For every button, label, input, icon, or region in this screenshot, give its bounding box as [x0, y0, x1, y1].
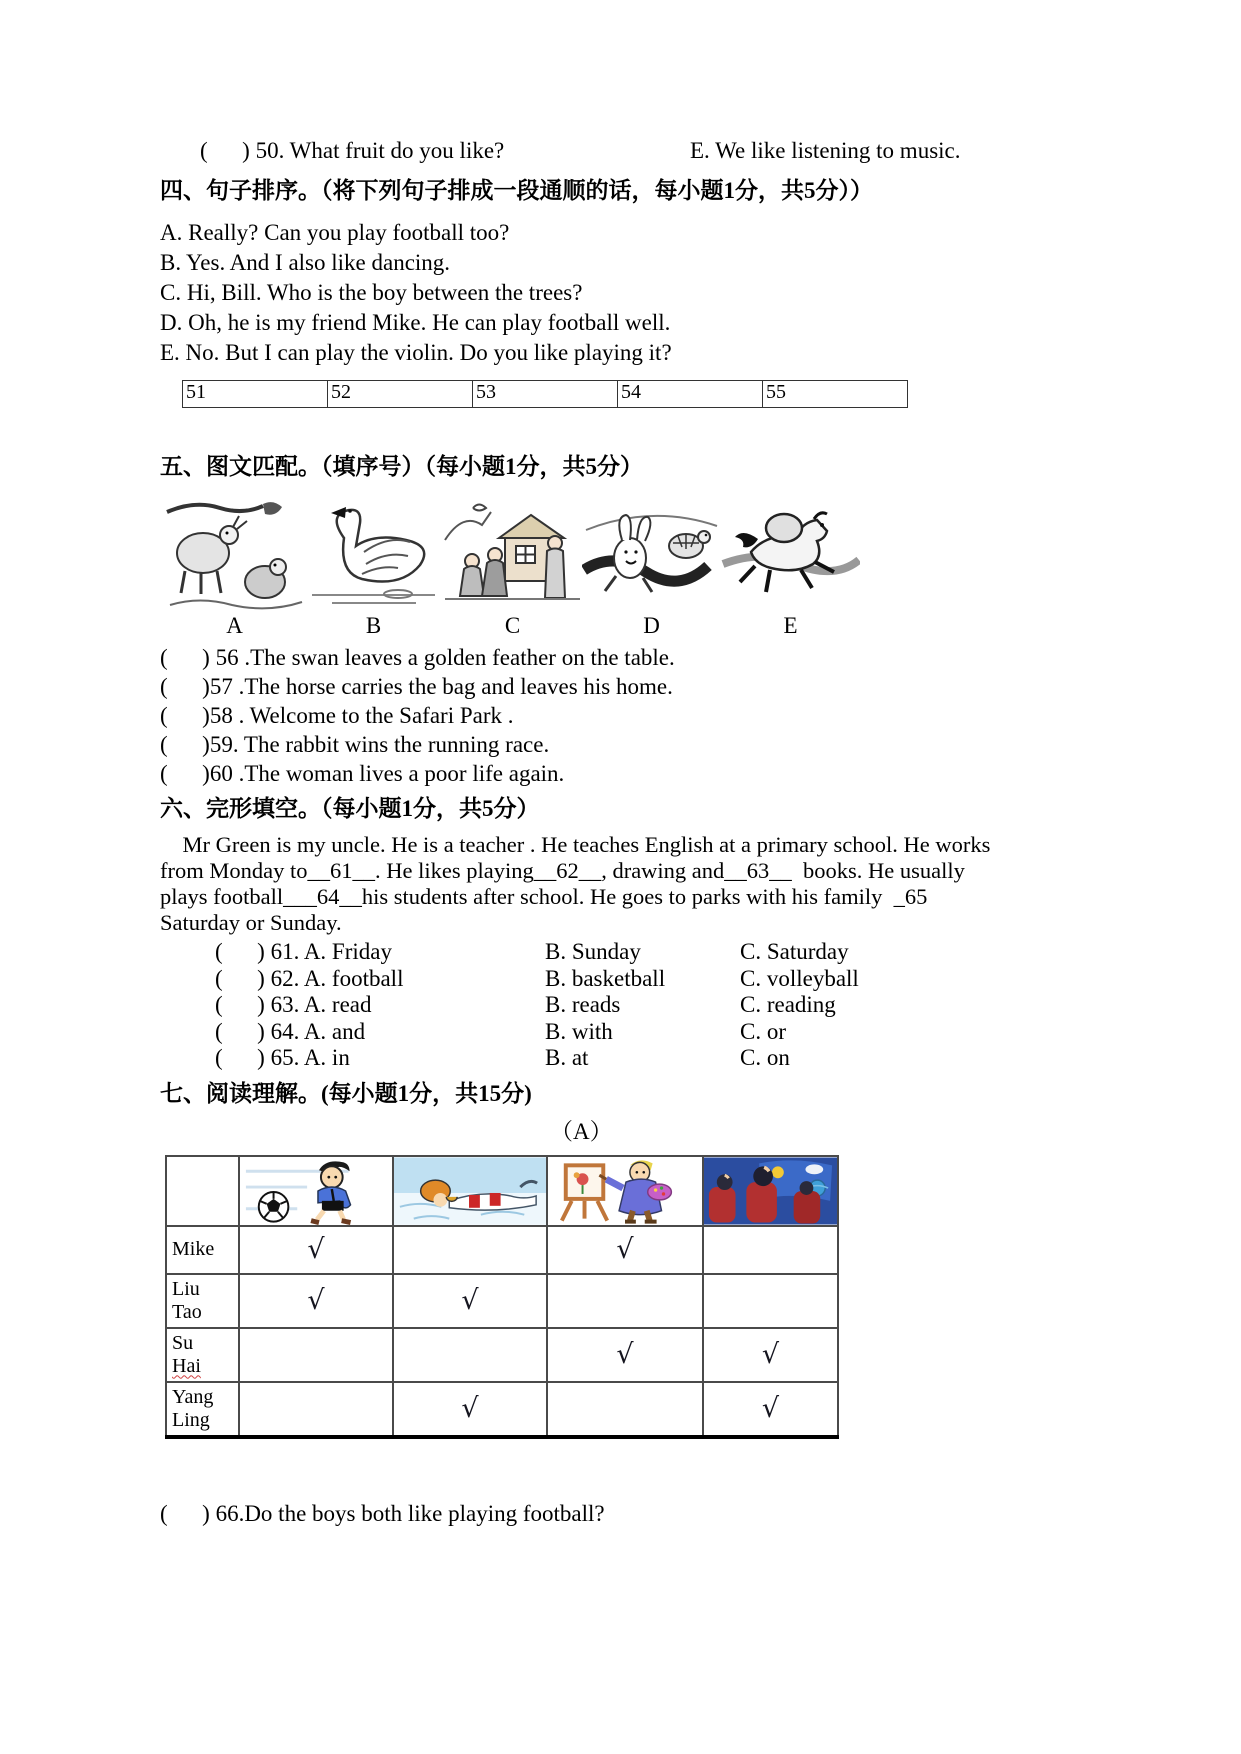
section4-sentences: [160, 218, 1081, 368]
picture-label-e: E: [783, 613, 798, 638]
check-mike-painting: √: [547, 1226, 703, 1274]
question-61-row: [160, 939, 1081, 966]
check-suhai-painting: √: [547, 1328, 703, 1382]
student-name-line: Hai: [172, 1354, 201, 1377]
section4-title: 四、句子排序。（将下列句子排成一段通顺的话，每小题1分，共5分））: [160, 178, 873, 203]
question-65-option-c: C. on: [740, 1045, 790, 1070]
reading-activity-table: [165, 1155, 839, 1439]
ordering-answer-table: [182, 380, 908, 408]
question-62-option-a: A. football: [303, 965, 404, 991]
watching-film-image: [704, 1157, 837, 1225]
question-61-option-a: A. Friday: [303, 939, 392, 964]
swan-illustration: [304, 498, 443, 611]
check-yangling-film: √: [703, 1382, 838, 1437]
answer-cell-53: 53: [473, 381, 618, 408]
passage-line: plays football___64__his students after school. He goes to parks with his family _65: [160, 884, 928, 909]
picture-d-rabbit-turtle-race: [582, 498, 721, 611]
painting-image: [548, 1157, 702, 1225]
question-62-number: ( ) 62.: [215, 965, 300, 991]
question-65-label-and-a: [215, 1045, 545, 1072]
check-suhai-film: √: [703, 1328, 838, 1382]
painting-image-cell: [547, 1156, 703, 1226]
match-option-e: E. We like listening to music.: [690, 138, 961, 163]
question-63-row: [160, 992, 1081, 1019]
student-name: [166, 1382, 239, 1437]
activity-header-row: [166, 1156, 838, 1226]
passage-line: Mr Green is my uncle. He is a teacher . He teaches English at a primary school. He works: [160, 832, 991, 857]
check-liutao-painting: [547, 1274, 703, 1328]
picture-label-b: B: [365, 613, 382, 638]
question-61-option-c: C. Saturday: [740, 939, 849, 964]
question-65-option-b: B. at: [545, 1045, 589, 1070]
picture-strip: [165, 498, 1081, 611]
picture-label-c: C: [504, 613, 521, 638]
question-66: ( ) 66.Do the boys both like playing football?: [160, 1500, 605, 1526]
student-name-line: Tao: [172, 1300, 202, 1323]
table-row-su-hai: [166, 1328, 838, 1382]
sentence-d: D. Oh, he is my friend Mike. He can play football well.: [160, 310, 671, 335]
question-59: ( )59. The rabbit wins the running race.: [160, 732, 550, 757]
question-63-label-and-a: [215, 992, 545, 1019]
check-mike-football: √: [239, 1226, 393, 1274]
student-name-line: Ling: [172, 1408, 210, 1431]
student-name: [166, 1274, 239, 1328]
picture-e-horse-with-bag: [721, 498, 860, 611]
question-65-number: ( ) 65.: [215, 1045, 300, 1070]
sentence-a: A. Really? Can you play football too?: [160, 220, 510, 245]
question-62-option-c: C. volleyball: [740, 965, 859, 991]
question-64-option-a: A. and: [303, 1018, 366, 1044]
question-61-option-b: B. Sunday: [545, 939, 641, 964]
student-name-line: Mike: [172, 1238, 215, 1260]
question-62-label-and-a: [215, 966, 545, 993]
question-63-option-b: B. reads: [545, 992, 621, 1017]
check-suhai-swimming: [393, 1328, 547, 1382]
woman-and-hut-illustration: [443, 498, 582, 611]
part-a-label: （A）: [550, 1118, 613, 1144]
student-name: [166, 1226, 239, 1274]
cloze-passage: [160, 832, 1081, 936]
picture-label-d: D: [643, 613, 660, 638]
question-60: ( )60 .The woman lives a poor life again.: [160, 761, 565, 786]
check-suhai-football: [239, 1328, 393, 1382]
safari-animals-illustration: [165, 498, 304, 611]
passage-line: from Monday to__61__. He likes playing__62__, drawing and__63__ books. He usually: [160, 858, 965, 883]
student-name-line: Yang: [172, 1385, 214, 1408]
question-63-option-c: C. reading: [740, 992, 836, 1017]
section6-title: 六、完形填空。（每小题1分，共5分）: [160, 796, 540, 821]
section5-questions: [160, 643, 1081, 788]
check-liutao-football: √: [239, 1274, 393, 1328]
question-63-option-a: A. read: [303, 992, 372, 1017]
sentence-e: E. No. But I can play the violin. Do you like playing it?: [160, 340, 672, 365]
horse-with-bag-illustration: [721, 498, 860, 611]
question-65-option-a: A. in: [303, 1045, 350, 1070]
question-61-number: ( ) 61.: [215, 939, 300, 964]
table-row-yang-ling: [166, 1382, 838, 1437]
check-yangling-painting: [547, 1382, 703, 1437]
question-61-label-and-a: [215, 939, 545, 966]
picture-b-swan: [304, 498, 443, 611]
swimming-image-cell: [393, 1156, 547, 1226]
answer-cell-54: 54: [618, 381, 763, 408]
section5-title: 五、图文匹配。（填序号）（每小题1分，共5分）: [160, 454, 643, 479]
playing-football-image: [240, 1157, 392, 1225]
rabbit-turtle-race-illustration: [582, 498, 721, 611]
question-58: ( )58 . Welcome to the Safari Park .: [160, 703, 514, 728]
picture-label-a: A: [226, 613, 243, 638]
playing-football-image-cell: [239, 1156, 393, 1226]
question-50: ( ) 50. What fruit do you like?: [200, 138, 505, 163]
question-56: ( ) 56 .The swan leaves a golden feather on the table.: [160, 645, 675, 670]
check-mike-film: [703, 1226, 838, 1274]
check-yangling-football: [239, 1382, 393, 1437]
empty-corner-cell: [166, 1156, 239, 1226]
question-64-number: ( ) 64.: [215, 1018, 300, 1044]
sentence-b: B. Yes. And I also like dancing.: [160, 250, 451, 275]
check-mike-swimming: [393, 1226, 547, 1274]
question-63-number: ( ) 63.: [215, 992, 300, 1017]
question-64-row: [160, 1019, 1081, 1046]
student-name: [166, 1328, 239, 1382]
question-64-option-c: C. or: [740, 1018, 786, 1044]
picture-a-safari-animals: [165, 498, 304, 611]
question-65-row: [160, 1045, 1081, 1072]
question-57: ( )57 .The horse carries the bag and leaves his home.: [160, 674, 673, 699]
student-name-line: Liu: [172, 1277, 200, 1300]
picture-c-woman-and-hut: [443, 498, 582, 611]
watching-film-image-cell: [703, 1156, 838, 1226]
answer-cell-52: 52: [328, 381, 473, 408]
table-row-mike: [166, 1226, 838, 1274]
answer-cell-51: 51: [183, 381, 328, 408]
student-name-line: Su: [172, 1331, 194, 1354]
check-liutao-swimming: √: [393, 1274, 547, 1328]
swimming-image: [394, 1157, 546, 1225]
sentence-c: C. Hi, Bill. Who is the boy between the trees?: [160, 280, 583, 305]
section7-title: 七、阅读理解。(每小题1分，共15分): [160, 1080, 532, 1106]
answer-cell-55: 55: [763, 381, 908, 408]
check-liutao-film: [703, 1274, 838, 1328]
table-row-liu-tao: [166, 1274, 838, 1328]
question-64-option-b: B. with: [545, 1018, 613, 1044]
cloze-options: [160, 939, 1081, 1072]
picture-labels-row: [165, 611, 1081, 641]
question-62-row: [160, 966, 1081, 993]
question-62-option-b: B. basketball: [545, 965, 666, 991]
check-yangling-swimming: √: [393, 1382, 547, 1437]
question-64-label-and-a: [215, 1019, 545, 1046]
table-row: [183, 381, 908, 408]
question-50-row: [160, 138, 1081, 170]
passage-line: Saturday or Sunday.: [160, 910, 342, 935]
